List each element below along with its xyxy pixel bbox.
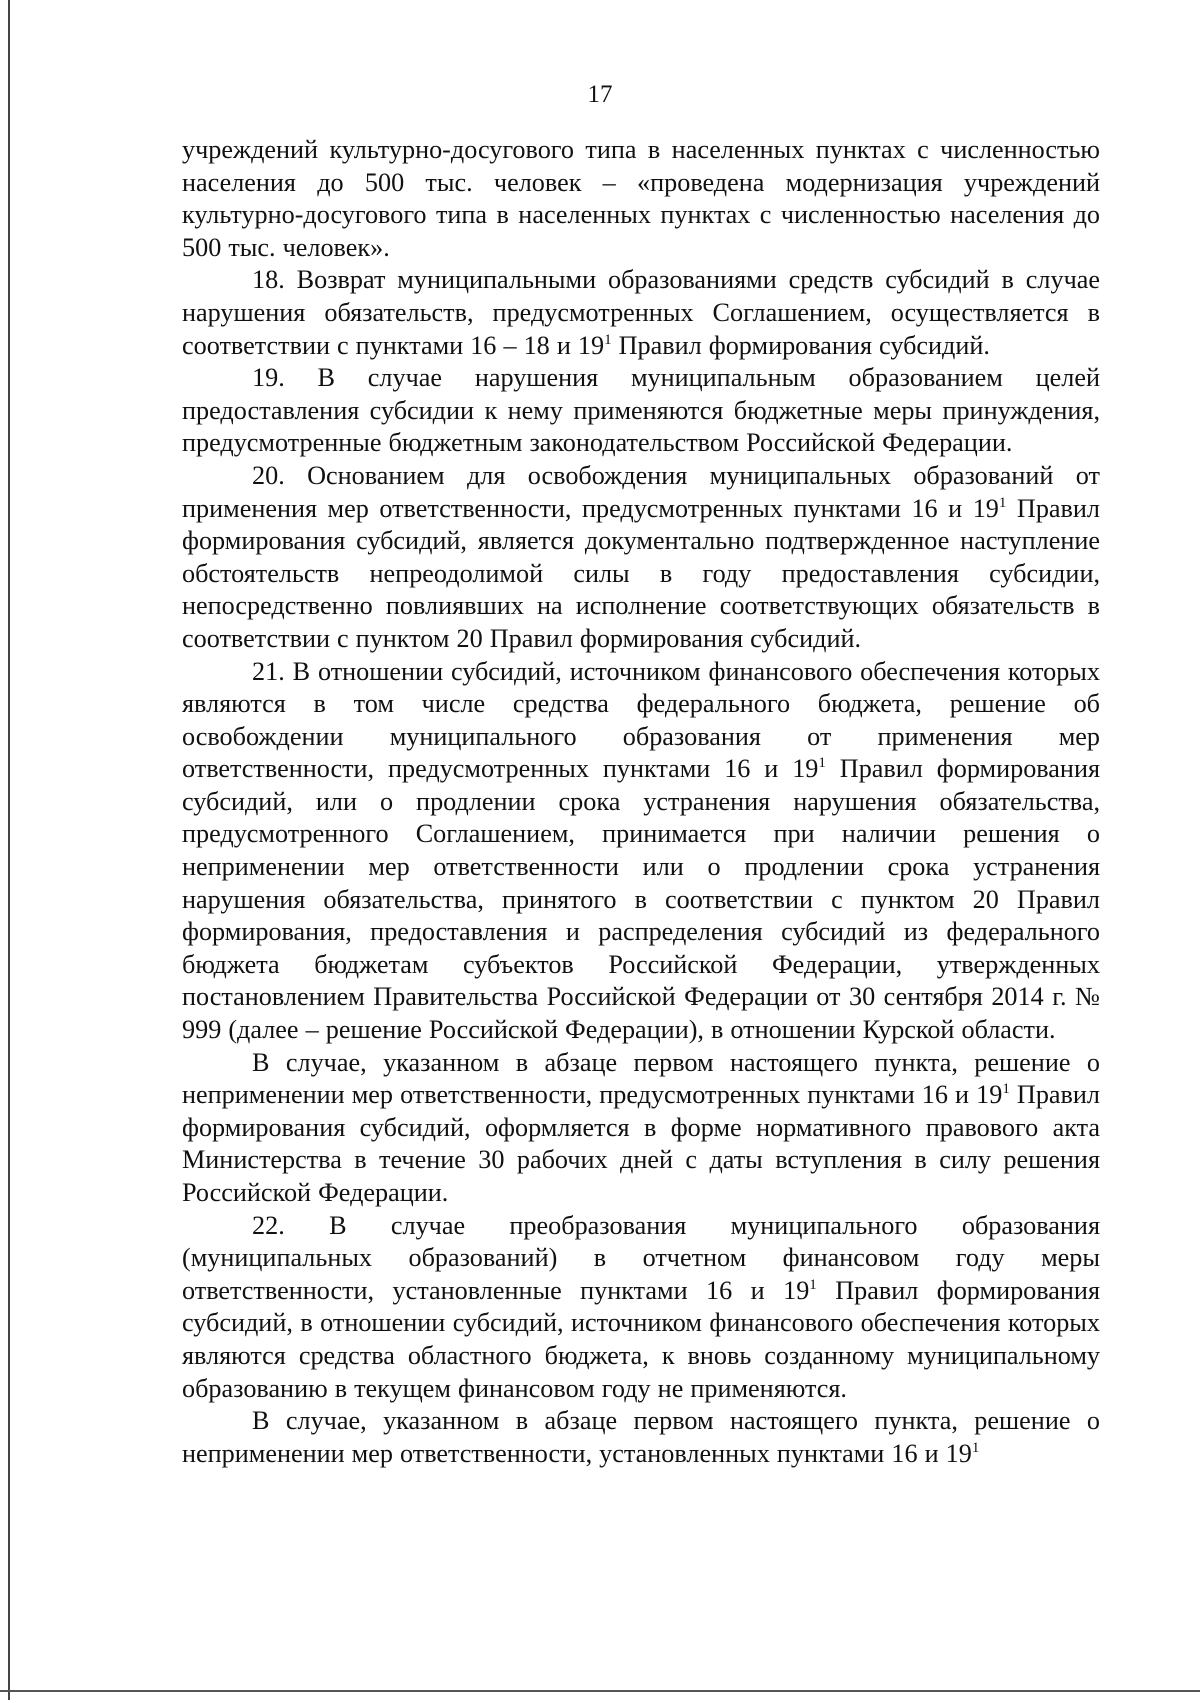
paragraph-22-second: В случае, указанном в абзаце первом настоящего пункта, решение о неприменении мер ответственности, установленных пунктами 16 и $19^1$ <box>182 1406 1100 1468</box>
paragraph-22: 22. В случае преобразования муниципального образования (муниципальных образований) в отчетном финансовом году меры ответственности, установленные пунктами 16 и $19^1$ Правил формирования субсидий, в отношении субсидий, источником финансового обеспечения которых являются средства областного бюджета, к вновь созданному муниципальному образованию в текущем финансовом году не применяются. <box>182 1210 1100 1403</box>
paragraph-20: 20. Основанием для освобождения муниципальных образований от применения мер ответственности, предусмотренных пунктами 16 и $19^1$ Правил формирования субсидий, является документально подтвержденное наступление обстоятельств непреодолимой силы в году предоставления субсидии, непосредственно повлиявших на исполнение соответствующих обязательств в соответствии с пунктом 20 Правил формирования субсидий. <box>182 460 1100 653</box>
footnote-superscript: 1 <box>1002 1081 1010 1098</box>
scan-bottom-edge <box>0 1690 1200 1692</box>
paragraph-19: 19. В случае нарушения муниципальным образованием целей предоставления субсидии к нему применяются бюджетные меры принуждения, предусмотренные бюджетным законодательством Российской Федерации. <box>182 363 1100 458</box>
paragraph-21-second: В случае, указанном в абзаце первом настоящего пункта, решение о неприменении мер ответственности, предусмотренных пунктами 16 и $19^1$ Правил формирования субсидий, оформляется в форме нормативного правового акта Министерства в течение 30 рабочих дней с даты вступления в силу решения Российской Федерации. <box>182 1047 1100 1207</box>
footnote-superscript: 1 <box>971 1439 980 1456</box>
paragraph-21: 21. В отношении субсидий, источником финансового обеспечения которых являются в том числе средства федерального бюджета, решение об освобождении муниципального образования от применения мер ответственности, предусмотренных пунктами 16 и $19^1$ Правил формирования субсидий, или о продлении срока устранения нарушения обязательства, предусмотренного Соглашением, принимается при наличии решения о неприменении мер ответственности или о продлении срока устранения нарушения обязательства, принятого в соответствии с пунктом 20 Правил формирования, предоставления и распределения субсидий из федерального бюджета бюджетам субъектов Российской Федерации, утвержденных постановлением Правительства Российской Федерации от 30 сентября 2014 г. № 999 (далее – решение Российской Федерации), в отношении Курской области. <box>182 656 1101 1045</box>
scan-left-edge <box>8 0 10 1700</box>
footnote-superscript: 1 <box>809 1276 817 1293</box>
paragraph-continuation: учреждений культурно-досугового типа в населенных пунктах с численностью населения до 500 тыс. человек – «проведена модернизация учреждений культурно-досугового типа в населенных пунктах с численностью населения до 500 тыс. человек». <box>182 135 1100 262</box>
page-number: 17 <box>587 81 613 108</box>
footnote-superscript: 1 <box>818 755 826 772</box>
footnote-superscript: 1 <box>604 331 612 348</box>
paragraph-18: 18. Возврат муниципальными образованиями средств субсидий в случае нарушения обязательств, предусмотренных Соглашением, осуществляется в соответствии с пунктами 16 – 18 и $19^1$ Правил формирования субсидий. <box>182 265 1100 360</box>
document-body <box>182 134 1100 1470</box>
footnote-superscript: 1 <box>998 494 1007 511</box>
